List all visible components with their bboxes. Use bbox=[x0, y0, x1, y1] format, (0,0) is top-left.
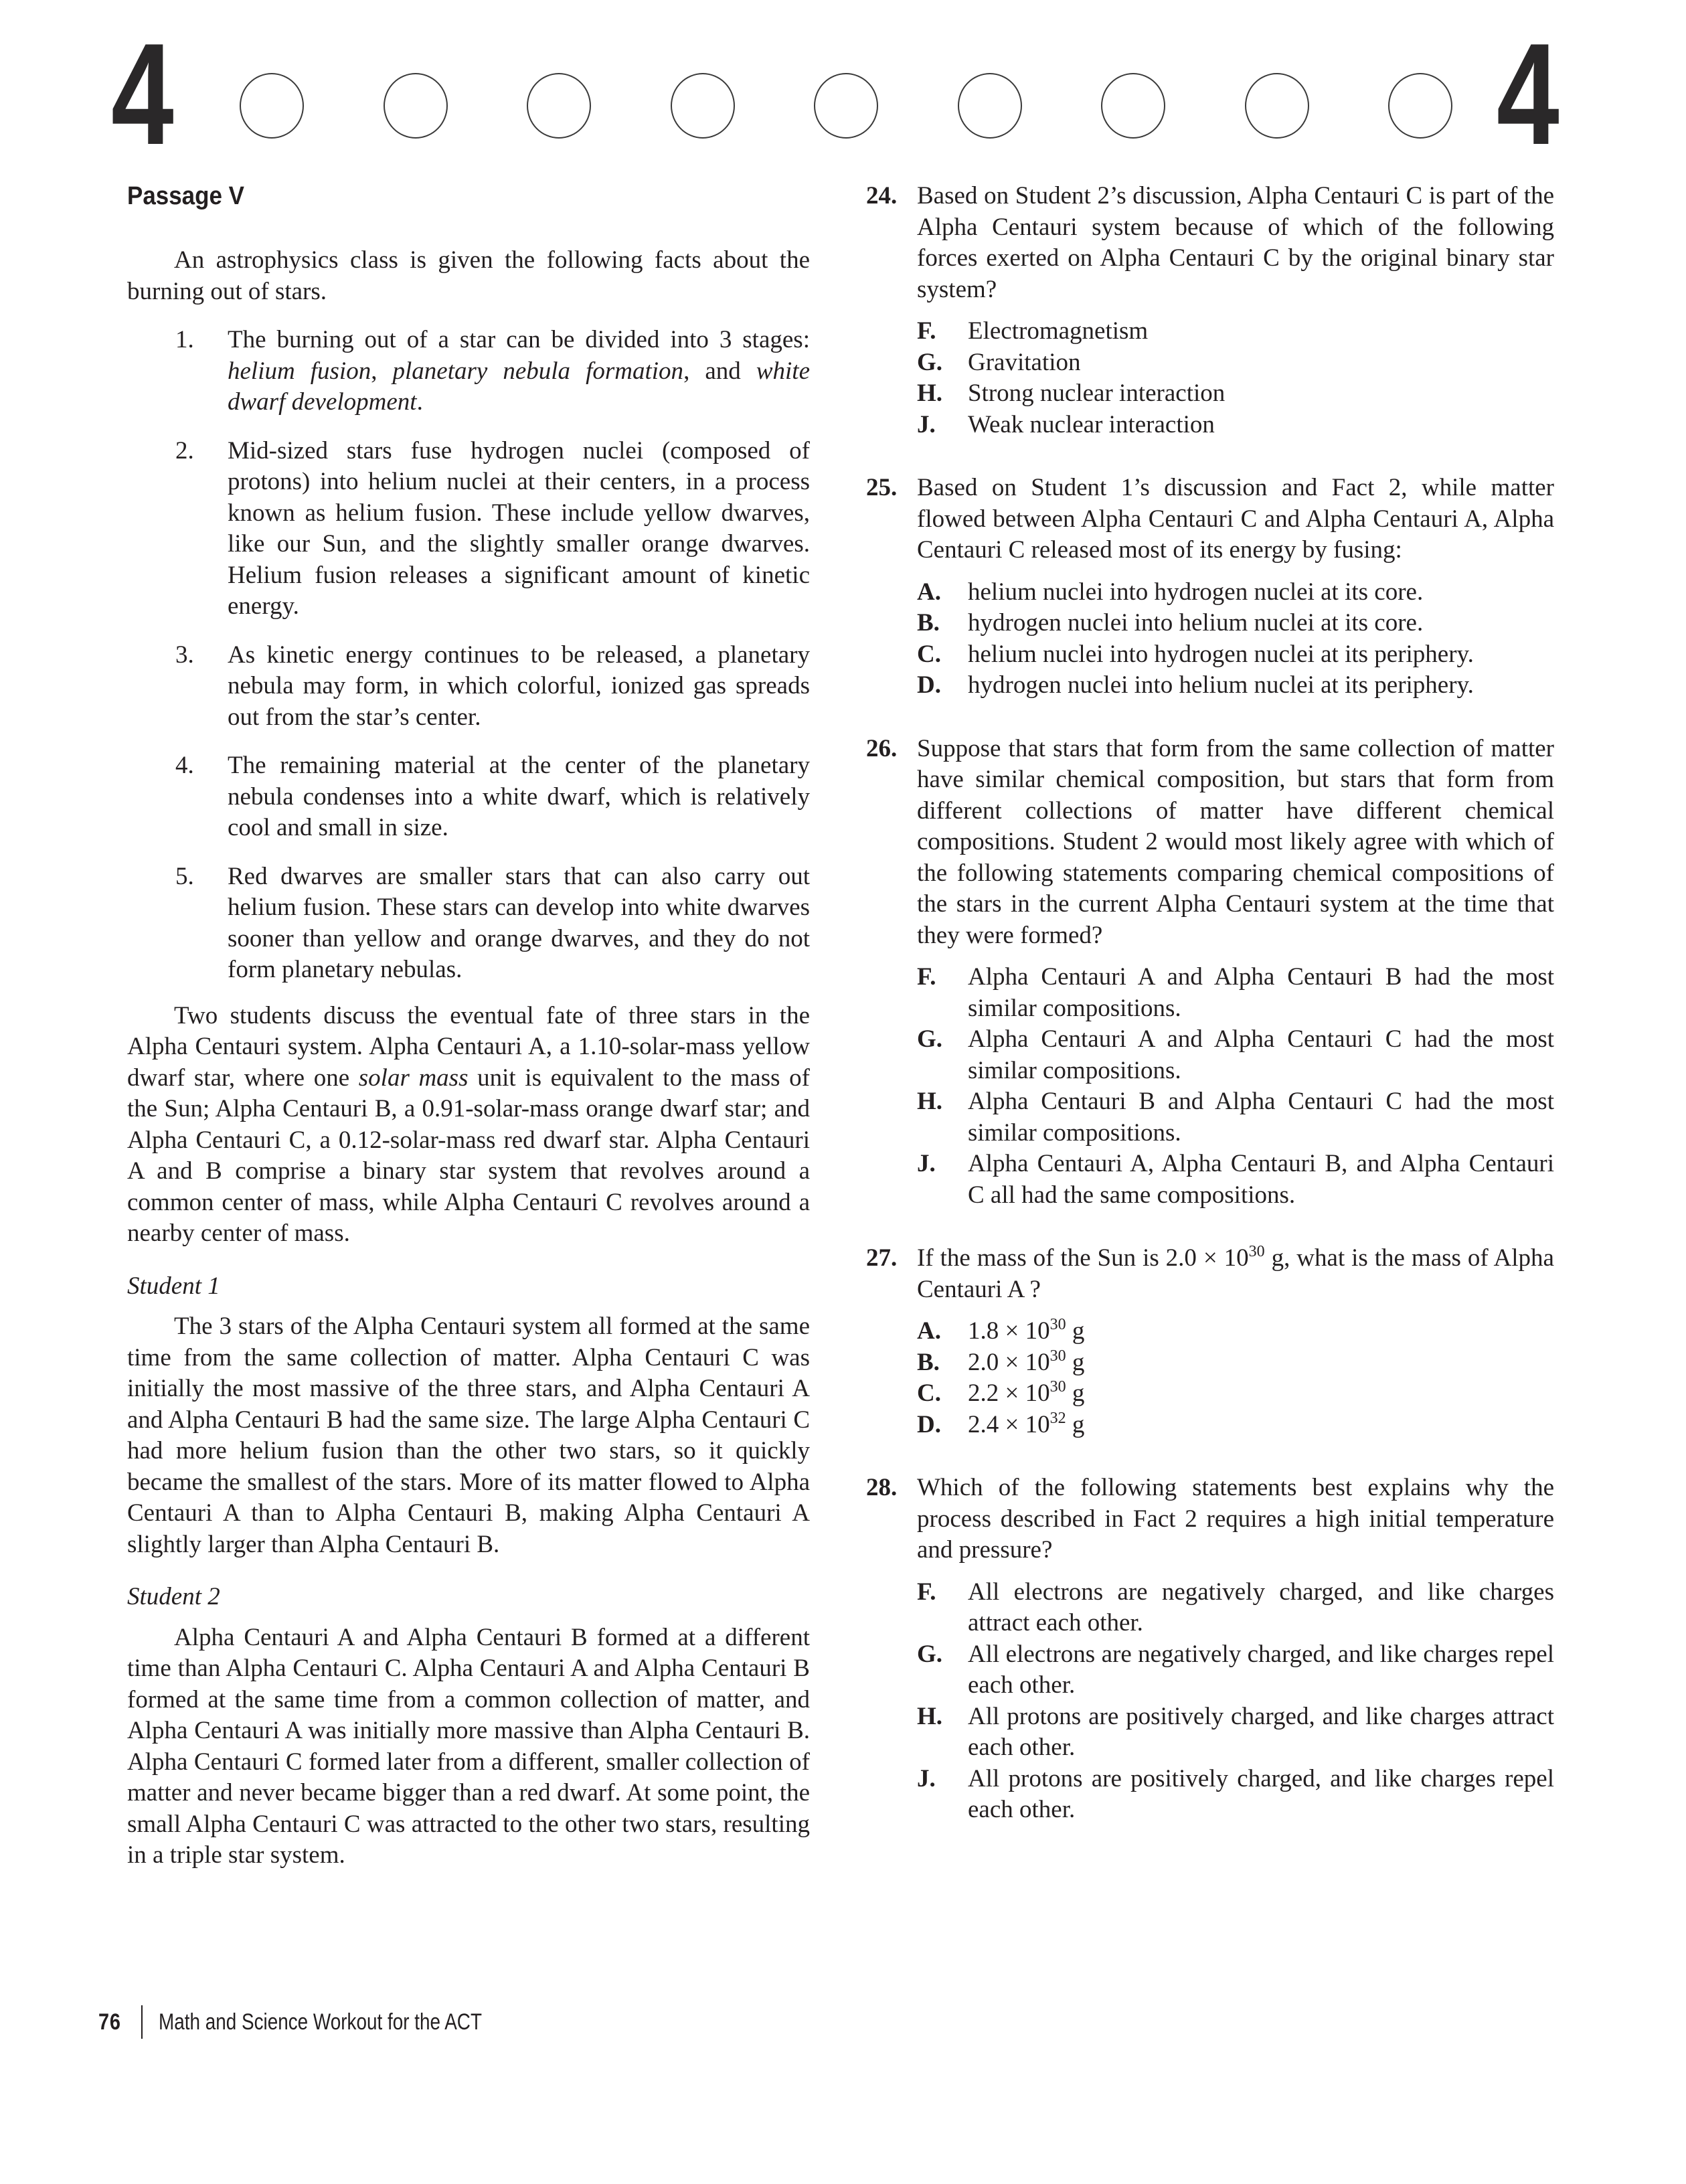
fact-number: 1. bbox=[175, 326, 194, 353]
question-text: Based on Student 2’s discussion, Alpha Centauri C is part of the Alpha Centauri system because of which of the following forces exerted on Alpha Centauri C by the original binary star system? bbox=[917, 182, 1554, 303]
passage-column bbox=[127, 181, 810, 1871]
question-number: 25. bbox=[866, 474, 898, 501]
option-letter: H. bbox=[917, 1702, 943, 1730]
option-letter: H. bbox=[917, 1088, 943, 1115]
option-text: hydrogen nuclei into helium nuclei at its core. bbox=[968, 609, 1424, 637]
footer-divider bbox=[141, 2005, 143, 2039]
answer-options bbox=[917, 316, 1554, 440]
question-text: If the mass of the Sun is $2.0 \times 10^{30}$ g, what is the mass of Alpha Centauri A ? bbox=[917, 1243, 1554, 1303]
option-letter: F. bbox=[917, 1578, 936, 1606]
option-text: Alpha Centauri A, Alpha Centauri B, and Alpha Centauri C all had the same compositions. bbox=[968, 1150, 1554, 1209]
question-28 bbox=[866, 1473, 1554, 1826]
fact-text: The remaining material at the center of the planetary nebula condenses into a white dwarf, which is relatively cool and small in size. bbox=[228, 752, 810, 841]
answer-option[interactable] bbox=[917, 608, 1554, 639]
option-letter: F. bbox=[917, 317, 936, 345]
option-text: Weak nuclear interaction bbox=[968, 410, 1215, 438]
answer-bubble-icon bbox=[814, 73, 878, 139]
option-text: Strong nuclear interaction bbox=[968, 380, 1226, 407]
option-letter: C. bbox=[917, 640, 941, 668]
fact-item bbox=[127, 436, 810, 622]
option-letter: J. bbox=[917, 1150, 936, 1177]
book-title: Math and Science Workout for the ACT bbox=[159, 2009, 482, 2035]
answer-option[interactable] bbox=[917, 577, 1554, 608]
question-text: Suppose that stars that form from the same collection of matter have similar chemical composition, but stars that form from different collections of matter have different chemical compositions. Student 2 would most likely agree with which of the following statements comparing chemical compositions of the stars in the current Alpha Centauri system at the time that they were formed? bbox=[917, 734, 1554, 949]
student-2-heading: Student 2 bbox=[127, 1583, 220, 1610]
answer-options bbox=[917, 962, 1554, 1211]
student-1-heading: Student 1 bbox=[127, 1272, 220, 1300]
option-letter: D. bbox=[917, 671, 941, 699]
answer-bubble-icon bbox=[1101, 73, 1165, 139]
option-letter: D. bbox=[917, 1410, 941, 1438]
question-number: 27. bbox=[866, 1244, 898, 1272]
option-text: Alpha Centauri A and Alpha Centauri C had the most similar compositions. bbox=[968, 1025, 1554, 1084]
question-text: Based on Student 1’s discussion and Fact 2, while matter flowed between Alpha Centauri C and Alpha Centauri A, Alpha Centauri C released most of its energy by fusing: bbox=[917, 474, 1554, 564]
fact-item bbox=[127, 640, 810, 734]
option-text: All electrons are negatively charged, and like charges repel each other. bbox=[968, 1640, 1554, 1699]
option-text: Gravitation bbox=[968, 348, 1081, 376]
answer-bubble-icon bbox=[1388, 73, 1452, 139]
answer-bubble-icon bbox=[527, 73, 591, 139]
option-text: Alpha Centauri A and Alpha Centauri B had the most similar compositions. bbox=[968, 963, 1554, 1022]
answer-option[interactable] bbox=[917, 1149, 1554, 1211]
fact-number: 2. bbox=[175, 436, 194, 465]
option-letter: G. bbox=[917, 348, 943, 376]
answer-option[interactable] bbox=[917, 639, 1554, 671]
question-stem bbox=[866, 473, 1554, 566]
student-2-text: Alpha Centauri A and Alpha Centauri B formed at a different time than Alpha Centauri C. Alpha Centauri A and Alpha Centauri B formed at the same time from a common collection of matter, and Alpha Centauri A was initially more massive than Alpha Centauri B. Alpha Centauri C formed later from a different, smaller collection of matter and never became bigger than a red dwarf. At some point, the small Alpha Centauri C was attracted to the other two stars, resulting in a triple star system. bbox=[127, 1623, 810, 1869]
answer-bubble-icon bbox=[240, 73, 304, 139]
question-stem bbox=[866, 1473, 1554, 1566]
option-text: hydrogen nuclei into helium nuclei at its periphery. bbox=[968, 671, 1474, 699]
fact-number: 5. bbox=[175, 862, 194, 890]
fact-item bbox=[127, 750, 810, 844]
question-number: 28. bbox=[866, 1474, 898, 1501]
option-letter: H. bbox=[917, 380, 943, 407]
questions-column bbox=[866, 181, 1554, 1858]
option-letter: B. bbox=[917, 609, 940, 637]
fact-number: 4. bbox=[175, 752, 194, 779]
option-letter: G. bbox=[917, 1640, 943, 1668]
answer-option[interactable] bbox=[917, 378, 1554, 410]
answer-option[interactable] bbox=[917, 347, 1554, 379]
answer-option[interactable] bbox=[917, 1024, 1554, 1086]
question-number: 24. bbox=[866, 182, 898, 209]
fact-text: As kinetic energy continues to be released, a planetary nebula may form, in which colorful, ionized gas spreads out from the star’s center. bbox=[228, 641, 810, 731]
answer-option[interactable] bbox=[917, 1347, 1554, 1379]
answer-options bbox=[917, 577, 1554, 701]
fact-text: The burning out of a star can be divided into 3 stages: helium fusion, planetary nebula formation, and white dwarf development. bbox=[228, 326, 810, 416]
answer-options bbox=[917, 1577, 1554, 1826]
passage-title: Passage V bbox=[127, 182, 244, 210]
answer-option[interactable] bbox=[917, 962, 1554, 1024]
section-number-right: 4 bbox=[1497, 13, 1557, 175]
student-1-text: The 3 stars of the Alpha Centauri system all formed at the same time from the same collection of matter. Alpha Centauri C was initially the most massive of the three stars, and Alpha Centauri A and Alpha Centauri B had the same size. The large Alpha Centauri C had more helium fusion than the other two stars, so it quickly became the smallest of the stars. More of its matter flowed to Alpha Centauri A than to Alpha Centauri B, making Alpha Centauri A slightly larger than Alpha Centauri B. bbox=[127, 1313, 810, 1558]
page-number: 76 bbox=[98, 2009, 121, 2035]
answer-options bbox=[917, 1316, 1554, 1440]
option-letter: C. bbox=[917, 1379, 941, 1407]
answer-option[interactable] bbox=[917, 316, 1554, 347]
passage-context: Two students discuss the eventual fate of three stars in the Alpha Centauri system. Alpha Centauri A, a 1.10-solar-mass yellow dwarf star, where one solar mass unit is equivalent to the mass of the Sun; Alpha Centauri B, a 0.91-solar-mass orange dwarf star; and Alpha Centauri C, a 0.12-solar-mass red dwarf star. Alpha Centauri A and B comprise a binary star system that revolves around a common center of mass, while Alpha Centauri C revolves around a nearby center of mass. bbox=[127, 1001, 810, 1247]
answer-bubble-icon bbox=[384, 73, 448, 139]
option-letter: A. bbox=[917, 578, 941, 606]
question-stem bbox=[866, 181, 1554, 305]
answer-option[interactable] bbox=[917, 1378, 1554, 1410]
question-stem bbox=[866, 734, 1554, 952]
fact-item bbox=[127, 325, 810, 418]
answer-option[interactable] bbox=[917, 1410, 1554, 1441]
option-text: helium nuclei into hydrogen nuclei at its periphery. bbox=[968, 640, 1474, 668]
answer-bubble-icon bbox=[958, 73, 1022, 139]
option-text: All protons are positively charged, and like charges attract each other. bbox=[968, 1702, 1554, 1761]
option-letter: A. bbox=[917, 1317, 941, 1345]
fact-item bbox=[127, 861, 810, 986]
question-27 bbox=[866, 1243, 1554, 1440]
option-text: Electromagnetism bbox=[968, 317, 1149, 345]
answer-option[interactable] bbox=[917, 410, 1554, 441]
answer-option[interactable] bbox=[917, 670, 1554, 701]
question-text: Which of the following statements best explains why the process described in Fact 2 requires a high initial temperature and pressure? bbox=[917, 1474, 1554, 1564]
option-text: All electrons are negatively charged, and like charges attract each other. bbox=[968, 1578, 1554, 1636]
answer-bubble-icon bbox=[1245, 73, 1309, 139]
option-letter: G. bbox=[917, 1025, 943, 1053]
answer-option[interactable] bbox=[917, 1316, 1554, 1347]
option-letter: F. bbox=[917, 963, 936, 991]
section-number-left: 4 bbox=[111, 13, 172, 175]
option-text: $2.2 \times 10^{30}$ g bbox=[968, 1378, 1085, 1407]
option-text: $2.4 \times 10^{32}$ g bbox=[968, 1409, 1085, 1438]
answer-option[interactable] bbox=[917, 1086, 1554, 1149]
answer-option[interactable] bbox=[917, 1577, 1554, 1639]
fact-number: 3. bbox=[175, 641, 194, 669]
answer-option[interactable] bbox=[917, 1701, 1554, 1764]
question-25 bbox=[866, 473, 1554, 701]
answer-option[interactable] bbox=[917, 1639, 1554, 1701]
question-stem bbox=[866, 1243, 1554, 1305]
page-footer bbox=[98, 2004, 553, 2040]
passage-intro: An astrophysics class is given the following facts about the burning out of stars. bbox=[127, 246, 810, 305]
option-text: Alpha Centauri B and Alpha Centauri C had the most similar compositions. bbox=[968, 1088, 1554, 1147]
answer-option[interactable] bbox=[917, 1764, 1554, 1826]
facts-list bbox=[127, 325, 810, 986]
question-26 bbox=[866, 734, 1554, 1211]
option-text: helium nuclei into hydrogen nuclei at its core. bbox=[968, 578, 1424, 606]
answer-bubble-icon bbox=[671, 73, 735, 139]
fact-text: Red dwarves are smaller stars that can also carry out helium fusion. These stars can develop into white dwarves sooner than yellow and orange dwarves, and they do not form planetary nebulas. bbox=[228, 862, 810, 983]
option-text: $2.0 \times 10^{30}$ g bbox=[968, 1347, 1085, 1376]
option-text: $1.8 \times 10^{30}$ g bbox=[968, 1316, 1085, 1345]
question-number: 26. bbox=[866, 734, 898, 762]
question-24 bbox=[866, 181, 1554, 440]
fact-text: Mid-sized stars fuse hydrogen nuclei (composed of protons) into helium nuclei at their centers, in a process known as helium fusion. These include yellow dwarves, like our Sun, and the slightly smaller orange dwarves. Helium fusion releases a significant amount of kinetic energy. bbox=[228, 436, 810, 620]
option-letter: J. bbox=[917, 410, 936, 438]
option-letter: B. bbox=[917, 1348, 940, 1376]
option-letter: J. bbox=[917, 1764, 936, 1792]
option-text: All protons are positively charged, and like charges repel each other. bbox=[968, 1764, 1554, 1823]
